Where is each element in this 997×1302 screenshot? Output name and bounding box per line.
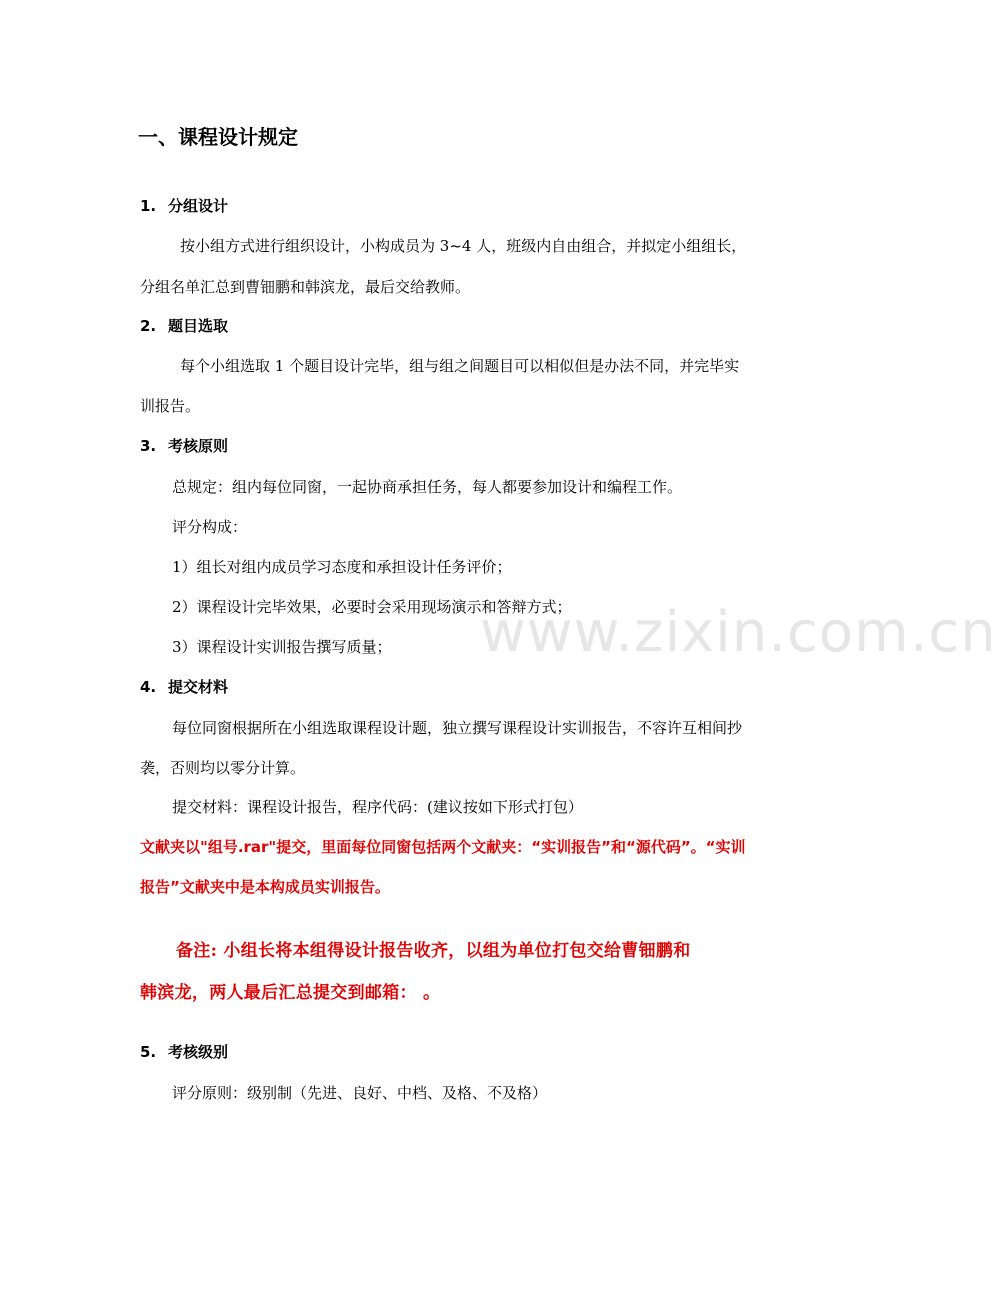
remark-line: 备注: 小组长将本组得设计报告收齐，以组为单位打包交给曹钿鹏和 bbox=[176, 941, 691, 961]
item-number: 3. bbox=[140, 437, 157, 455]
item-number: 4. bbox=[140, 678, 157, 696]
item-title: 分组设计 bbox=[168, 197, 229, 215]
paragraph-line: 评分构成： bbox=[172, 518, 248, 536]
paragraph-line: 每位同窗根据所在小组选取课程设计题，独立撰写课程设计实训报告，不容许互相间抄 bbox=[172, 719, 743, 737]
item-number: 1. bbox=[140, 197, 157, 215]
watermark: www.zixin.com.cn bbox=[480, 600, 997, 665]
paragraph-line: 总规定：组内每位同窗，一起协商承担任务，每人都要参加设计和编程工作。 bbox=[172, 478, 683, 496]
paragraph-line: 评分原则：级别制（先进、良好、中档、及格、不及格） bbox=[172, 1084, 548, 1102]
list-item: 1）组长对组内成员学习态度和承担设计任务评价； bbox=[172, 558, 512, 576]
paragraph-line: 每个小组选取 1 个题目设计完毕，组与组之间题目可以相似但是办法不同，并完毕实 bbox=[180, 357, 740, 375]
item-title: 考核原则 bbox=[168, 437, 229, 455]
paragraph-line: 袭，否则均以零分计算。 bbox=[140, 759, 306, 777]
item-number: 5. bbox=[140, 1043, 157, 1061]
item-title: 题目选取 bbox=[168, 317, 229, 335]
paragraph-line: 训报告。 bbox=[140, 397, 201, 415]
item-heading-5 bbox=[140, 1042, 228, 1062]
item-heading-2 bbox=[140, 316, 228, 336]
section-title: 一、课程设计规定 bbox=[138, 125, 298, 149]
item-heading-4 bbox=[140, 677, 228, 697]
paragraph-line: 按小组方式进行组织设计，小构成员为 3~4 人，班级内自由组合，并拟定小组组长， bbox=[180, 237, 747, 255]
list-item: 3）课程设计实训报告撰写质量； bbox=[172, 638, 392, 656]
red-note-line: 报告”文献夹中是本构成员实训报告。 bbox=[140, 878, 390, 896]
red-note-line: 文献夹以"组号.rar"提交，里面每位同窗包括两个文献夹：“实训报告”和“源代码”。“实训 bbox=[140, 838, 746, 856]
remark-line: 韩滨龙，两人最后汇总提交到邮箱： 。 bbox=[140, 983, 441, 1003]
item-number: 2. bbox=[140, 317, 157, 335]
list-item: 2）课程设计完毕效果，必要时会采用现场演示和答辩方式； bbox=[172, 598, 572, 616]
item-title: 提交材料 bbox=[168, 678, 229, 696]
paragraph-line: 提交材料：课程设计报告，程序代码：(建议按如下形式打包） bbox=[172, 798, 583, 816]
paragraph-line: 分组名单汇总到曹钿鹏和韩滨龙，最后交给教师。 bbox=[140, 278, 471, 296]
item-title: 考核级别 bbox=[168, 1043, 229, 1061]
item-heading-3 bbox=[140, 436, 228, 456]
item-heading-1 bbox=[140, 196, 228, 216]
